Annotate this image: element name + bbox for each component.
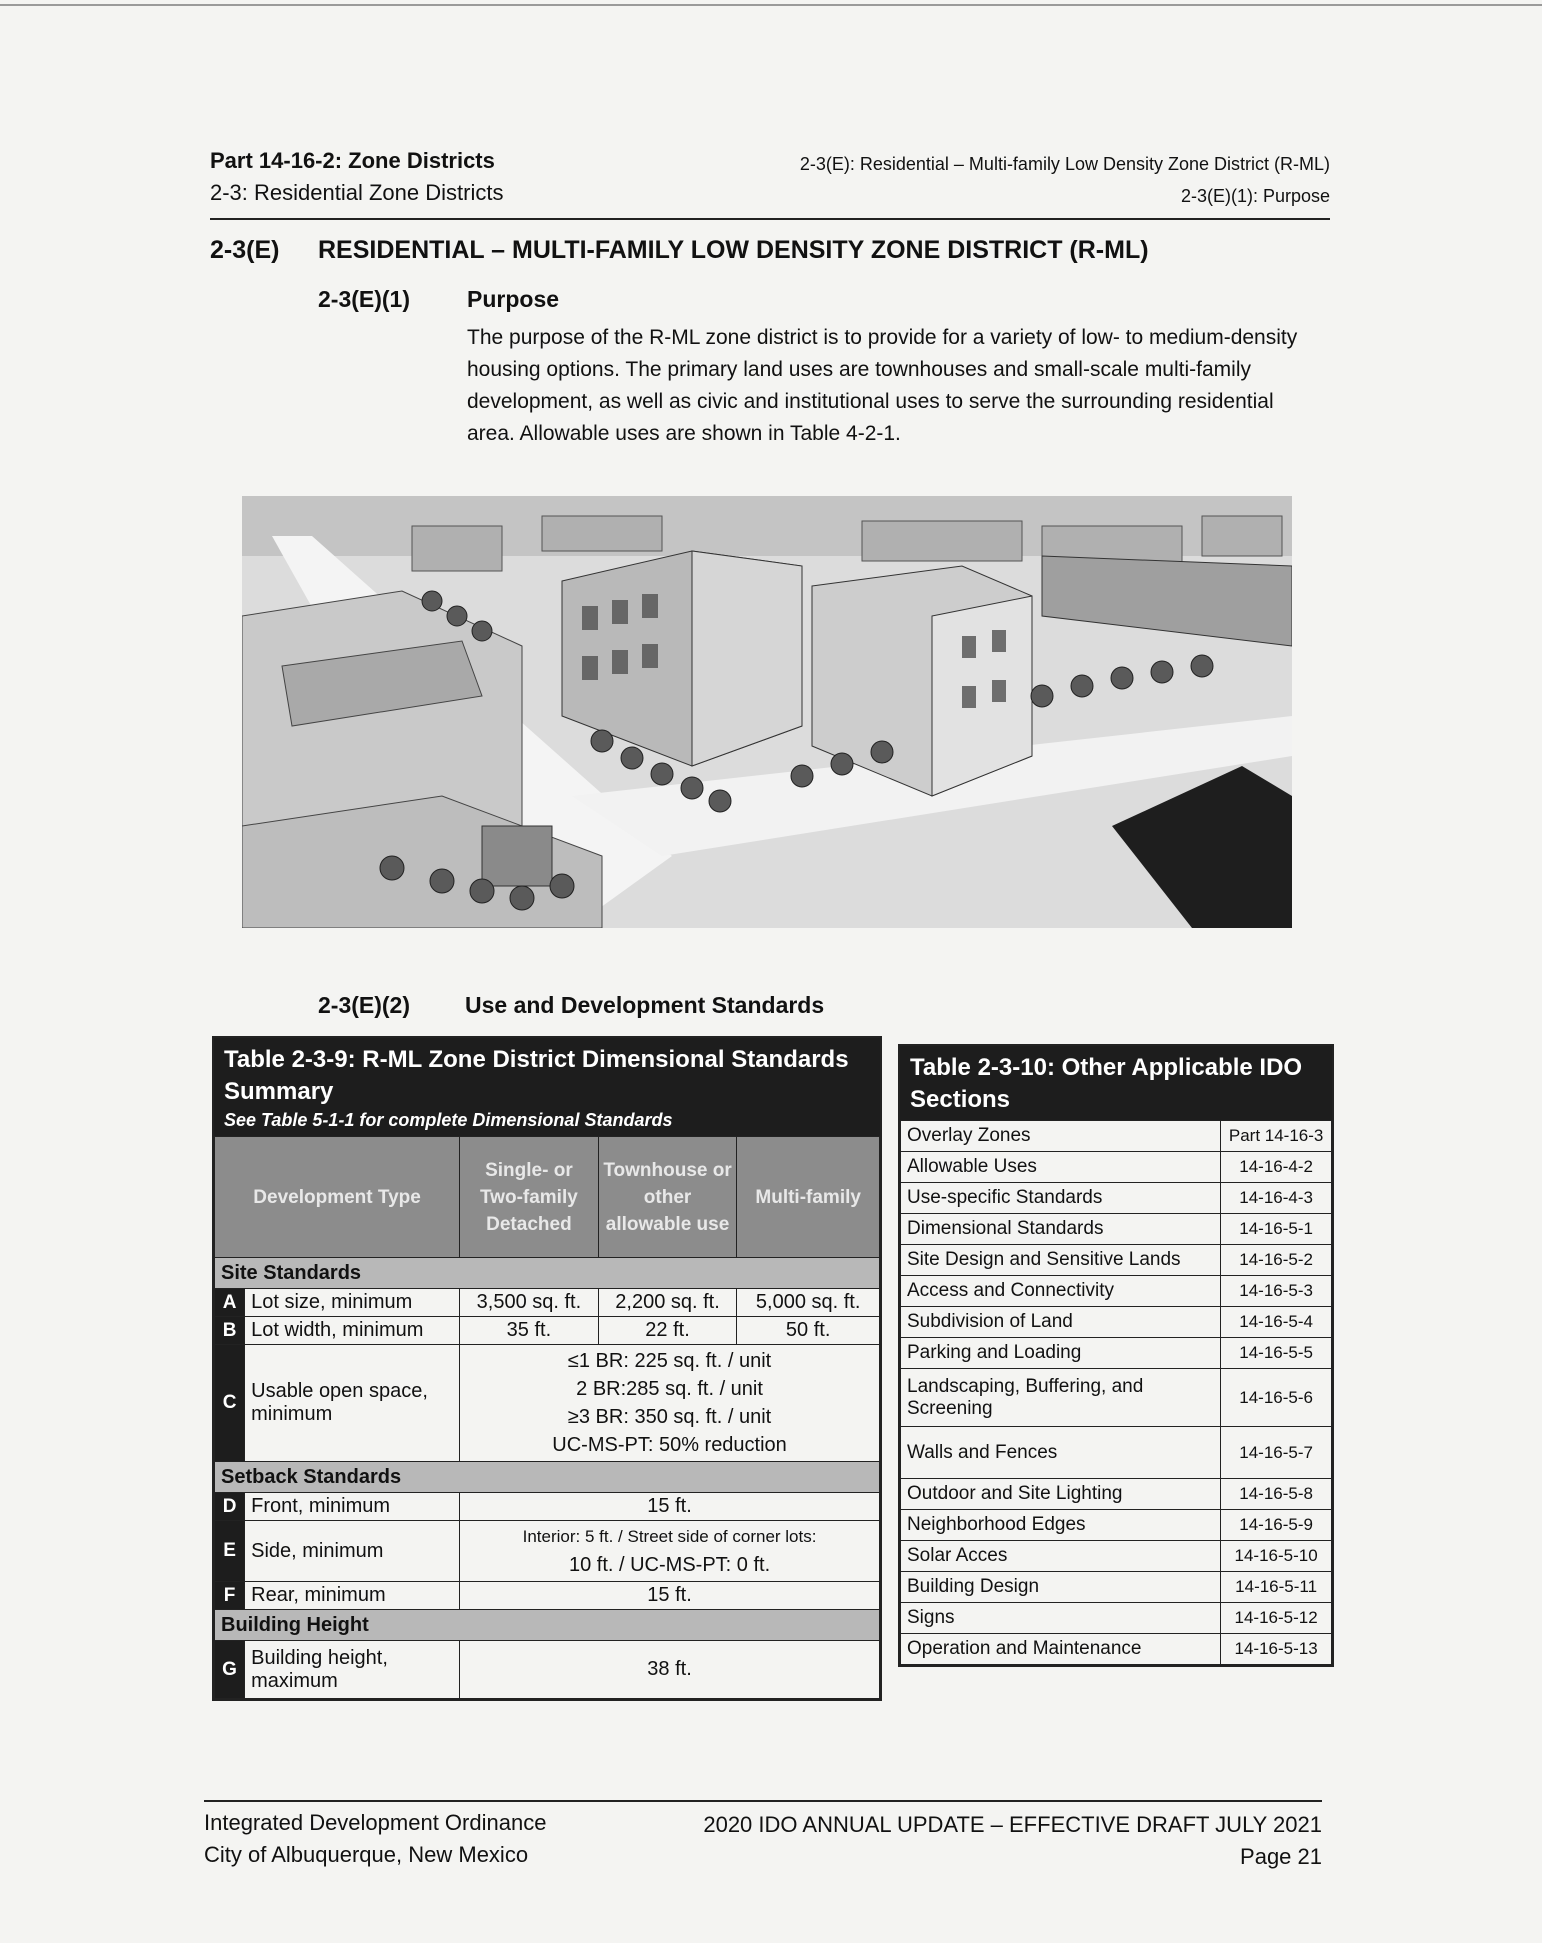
ido-section-ref: Part 14-16-3 [1221,1121,1332,1152]
ido-section-name: Site Design and Sensitive Lands [901,1245,1221,1276]
header-right-line1: 2-3(E): Residential – Multi-family Low Density Zone District (R-ML) [799,154,1330,174]
ido-section-name: Dimensional Standards [901,1214,1221,1245]
row-label: Building height, maximum [245,1641,460,1699]
cell-value: 3,500 sq. ft. [460,1289,599,1317]
table-row [901,1427,1332,1479]
ido-section-ref: 14-16-5-4 [1221,1307,1332,1338]
row-label: Usable open space, minimum [245,1345,460,1462]
row-label: Lot size, minimum [245,1289,460,1317]
table-row [901,1572,1332,1603]
footer-left-line1: Integrated Development Ordinance [204,1810,547,1835]
ido-section-ref: 14-16-4-3 [1221,1183,1332,1214]
table-row [901,1634,1332,1665]
row-letter: E [215,1521,245,1582]
standards-title: Use and Development Standards [465,992,825,1018]
cell-value: 50 ft. [737,1317,880,1345]
cell-value: 22 ft. [598,1317,737,1345]
cell-value: 38 ft. [460,1641,880,1699]
purpose-text: The purpose of the R-ML zone district is to provide for a variety of low- to medium-density housing options. The primary land uses are townhouses and small-scale multi-family development, as well as civic and institutional uses to serve the surrounding residential area. Allowable uses are shown in Table 4-2-1. [467,326,1298,445]
ido-section-ref: 14-16-4-2 [1221,1152,1332,1183]
table-row [901,1276,1332,1307]
table-row [901,1121,1332,1152]
ido-section-ref: 14-16-5-9 [1221,1510,1332,1541]
ido-section-name: Outdoor and Site Lighting [901,1479,1221,1510]
table-row [901,1369,1332,1427]
side-setback-line: 10 ft. / UC-MS-PT: 0 ft. [568,1554,771,1576]
ido-section-name: Building Design [901,1572,1221,1603]
open-space-line: UC-MS-PT: 50% reduction [552,1434,787,1456]
col-single-two-family: Single- or Two-family Detached [460,1137,599,1258]
ido-section-ref: 14-16-5-3 [1221,1276,1332,1307]
ido-section-ref: 14-16-5-5 [1221,1338,1332,1369]
ido-section-name: Landscaping, Buffering, and Screening [901,1369,1221,1427]
header-section: 2-3: Residential Zone Districts [210,180,504,205]
other-ido-sections-table [898,1044,1334,1667]
page-header [210,148,1330,220]
side-setback-line: Interior: 5 ft. / Street side of corner lots: [522,1527,817,1546]
cell-value: 5,000 sq. ft. [737,1289,880,1317]
table-row [901,1338,1332,1369]
group-site-standards: Site Standards [215,1258,880,1289]
table-row [901,1479,1332,1510]
open-space-line: 2 BR:285 sq. ft. / unit [576,1378,763,1400]
table-row [901,1183,1332,1214]
side-setback-values [460,1521,880,1582]
page-number: Page 21 [1240,1844,1322,1869]
purpose-title: Purpose [467,286,560,312]
ido-section-name: Use-specific Standards [901,1183,1221,1214]
dimensional-standards-table [212,1036,882,1701]
ido-section-name: Overlay Zones [901,1121,1221,1152]
ido-section-ref: 14-16-5-10 [1221,1541,1332,1572]
ido-section-ref: 14-16-5-8 [1221,1479,1332,1510]
col-multi-family: Multi-family [737,1137,880,1258]
ido-section-name: Parking and Loading [901,1338,1221,1369]
ido-section-ref: 14-16-5-11 [1221,1572,1332,1603]
row-letter: C [215,1345,245,1462]
ido-section-name: Walls and Fences [901,1427,1221,1479]
section-number: 2-3(E) [210,236,280,264]
row-label: Side, minimum [245,1521,460,1582]
footer-right-line1: 2020 IDO ANNUAL UPDATE – EFFECTIVE DRAFT JULY 2021 [703,1812,1322,1837]
ido-section-name: Operation and Maintenance [901,1634,1221,1665]
col-development-type: Development Type [215,1137,460,1258]
table-row [901,1603,1332,1634]
ido-section-name: Access and Connectivity [901,1276,1221,1307]
cell-value: 2,200 sq. ft. [598,1289,737,1317]
ido-section-name: Signs [901,1603,1221,1634]
table9-caption [214,1038,880,1136]
footer-left-line2: City of Albuquerque, New Mexico [204,1842,529,1867]
table-row [901,1152,1332,1183]
row-letter: B [215,1317,245,1345]
group-setback-standards: Setback Standards [215,1462,880,1493]
section-title: RESIDENTIAL – MULTI-FAMILY LOW DENSITY ZONE DISTRICT (R-ML) [318,236,1149,264]
purpose-number: 2-3(E)(1) [318,286,411,312]
group-building-height: Building Height [215,1610,880,1641]
table-row [901,1214,1332,1245]
ido-section-name: Subdivision of Land [901,1307,1221,1338]
cell-value: 35 ft. [460,1317,599,1345]
standards-number: 2-3(E)(2) [318,992,411,1018]
table-row [901,1307,1332,1338]
header-right-line2: 2-3(E)(1): Purpose [1180,186,1330,206]
site-rendering-illustration [242,496,1292,928]
row-label: Rear, minimum [245,1582,460,1610]
ido-section-ref: 14-16-5-7 [1221,1427,1332,1479]
row-label: Lot width, minimum [245,1317,460,1345]
open-space-values [460,1345,880,1462]
page-footer [204,1800,1322,1869]
ido-section-ref: 14-16-5-2 [1221,1245,1332,1276]
header-part: Part 14-16-2: Zone Districts [210,148,495,173]
table-row [901,1510,1332,1541]
row-letter: A [215,1289,245,1317]
open-space-line: ≥3 BR: 350 sq. ft. / unit [567,1406,772,1428]
ido-section-ref: 14-16-5-12 [1221,1603,1332,1634]
table10-title: Table 2-3-10: Other Applicable IDO Sections [900,1046,1332,1120]
ido-section-ref: 14-16-5-13 [1221,1634,1332,1665]
cell-value: 15 ft. [460,1493,880,1521]
table-row [901,1541,1332,1572]
open-space-line: ≤1 BR: 225 sq. ft. / unit [567,1350,772,1372]
table-row [901,1245,1332,1276]
ido-section-ref: 14-16-5-6 [1221,1369,1332,1427]
row-letter: F [215,1582,245,1610]
row-label: Front, minimum [245,1493,460,1521]
ido-section-ref: 14-16-5-1 [1221,1214,1332,1245]
table9-subtitle: See Table 5-1-1 for complete Dimensional Standards [224,1110,673,1130]
scan-top-rule [0,4,1542,6]
ido-section-name: Allowable Uses [901,1152,1221,1183]
ido-section-name: Solar Acces [901,1541,1221,1572]
row-letter: G [215,1641,245,1699]
ido-section-name: Neighborhood Edges [901,1510,1221,1541]
row-letter: D [215,1493,245,1521]
col-townhouse: Townhouse or other allowable use [598,1137,737,1258]
table9-title: Table 2-3-9: R-ML Zone District Dimensional Standards Summary [224,1046,849,1105]
cell-value: 15 ft. [460,1582,880,1610]
